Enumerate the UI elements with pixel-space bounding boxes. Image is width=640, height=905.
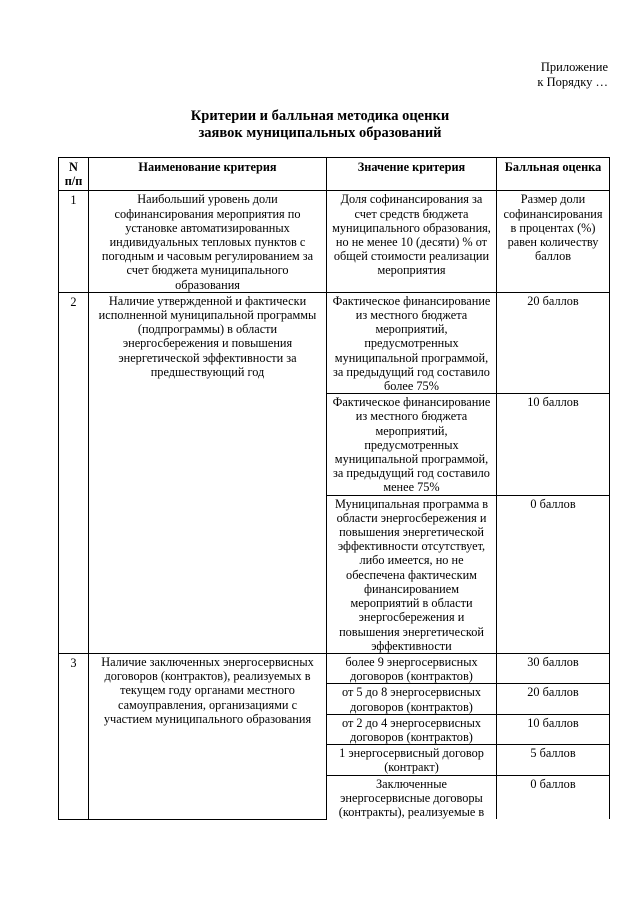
header-score: Балльная оценка: [497, 158, 610, 191]
header-number: N п/п: [59, 158, 89, 191]
row-number: 1: [59, 191, 89, 292]
criterion-name: Наличие заключенных энергосервисных договоров (контрактов), реализуемых в текущем году органами местного самоуправления, организациями с участием муниципального образования: [89, 653, 327, 819]
document-title: [0, 108, 640, 142]
criterion-value: от 5 до 8 энергосервисных договоров (контрактов): [327, 684, 497, 714]
table-row: [59, 292, 610, 393]
criterion-value: Фактическое финансирование из местного бюджета мероприятий, предусмотренных муниципальной программой, за предыдущий год составило более 75%: [327, 292, 497, 393]
title-line-1: Критерии и балльная методика оценки: [190, 108, 450, 124]
criterion-value: 1 энергосервисный договор (контракт): [327, 745, 497, 775]
appendix-line-1: Приложение: [540, 60, 608, 74]
criterion-name: Наибольший уровень доли софинансирования мероприятия по установке автоматизированных индивидуальных тепловых пунктов с погодным и часовым регулированием за счет бюджета муниципального образования: [89, 191, 327, 292]
criterion-score: 10 баллов: [497, 714, 610, 744]
table-row: [59, 191, 610, 292]
appendix-note: [537, 60, 608, 90]
header-criterion-value: Значение критерия: [327, 158, 497, 191]
appendix-line-2: к Порядку …: [537, 75, 608, 89]
criterion-score: 10 баллов: [497, 394, 610, 495]
criterion-value: Муниципальная программа в области энергосбережения и повышения энергетической эффективности отсутствует, либо имеется, но не обеспечена фактическим финансированием мероприятий в области энергосбережения и повышения энергетической эффективности: [327, 495, 497, 653]
table-row: [59, 653, 610, 683]
criterion-score: 0 баллов: [497, 775, 610, 819]
row-number: 2: [59, 292, 89, 653]
table-header-row: [59, 158, 610, 191]
title-line-2: заявок муниципальных образований: [198, 125, 442, 141]
criterion-score: 20 баллов: [497, 684, 610, 714]
criterion-value: от 2 до 4 энергосервисных договоров (контрактов): [327, 714, 497, 744]
criteria-table: [58, 157, 610, 820]
criterion-score: Размер доли софинансирования в процентах (%) равен количеству баллов: [497, 191, 610, 292]
row-number: 3: [59, 653, 89, 819]
header-criterion-name: Наименование критерия: [89, 158, 327, 191]
criterion-value: Заключенные энергосервисные договоры (контракты), реализуемые в: [327, 775, 497, 819]
criterion-value: Доля софинансирования за счет средств бюджета муниципального образования, но не менее 10 (десяти) % от общей стоимости реализации мероприятия: [327, 191, 497, 292]
criterion-name: Наличие утвержденной и фактически исполненной муниципальной программы (подпрограммы) в области энергосбережения и повышения энергетической эффективности за предшествующий год: [89, 292, 327, 653]
criterion-score: 5 баллов: [497, 745, 610, 775]
criterion-value: Фактическое финансирование из местного бюджета мероприятий, предусмотренных муниципальной программой, за предыдущий год составило менее 75%: [327, 394, 497, 495]
criterion-value: более 9 энергосервисных договоров (контрактов): [327, 653, 497, 683]
criterion-score: 30 баллов: [497, 653, 610, 683]
criterion-score: 0 баллов: [497, 495, 610, 653]
criterion-score: 20 баллов: [497, 292, 610, 393]
